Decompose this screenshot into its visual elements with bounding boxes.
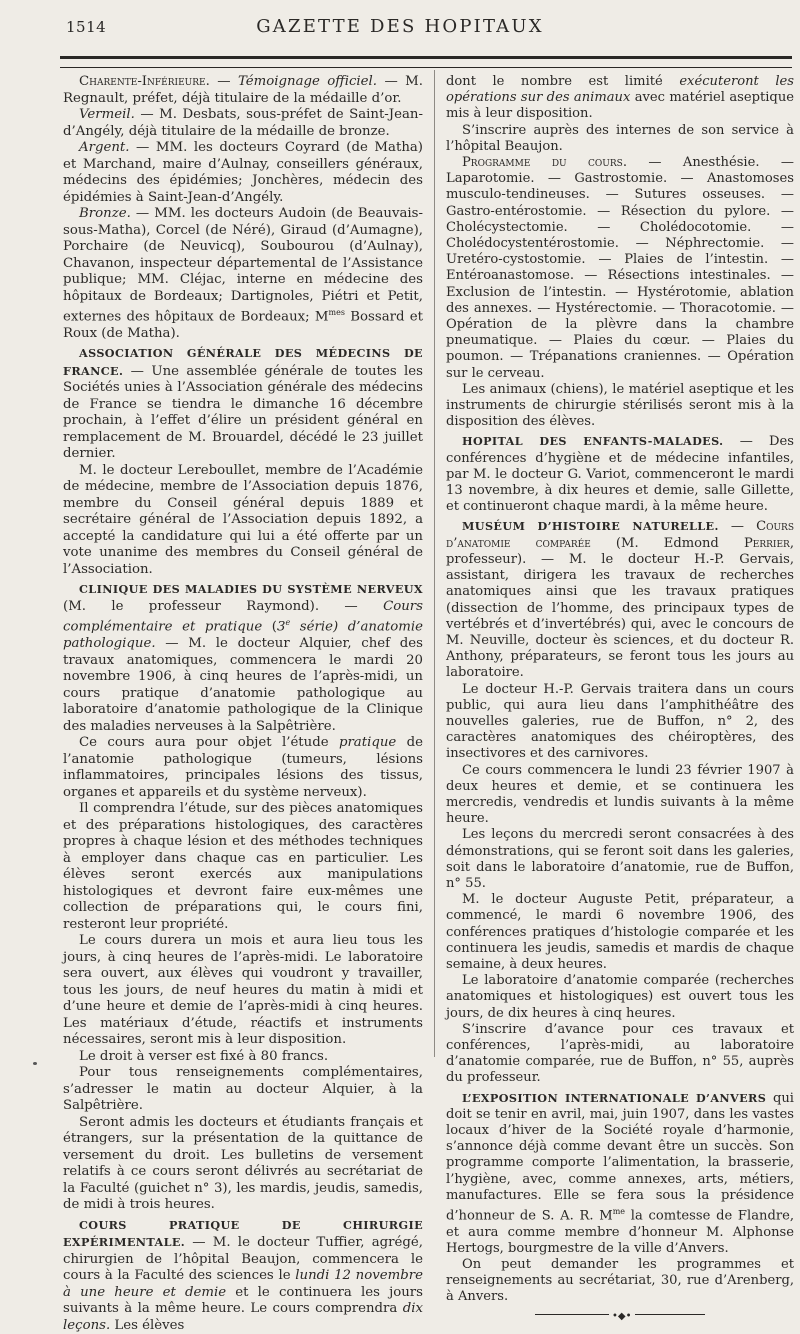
paragraph: Seront admis les docteurs et étudiants français et étrangers, sur la présentation de la quittance de versement du droit. Les bulletins de versement relatifs à ce cours seront délivrés au secrétariat de la Faculté (guichet n° 3), les mardis, jeudis, samedis, de midi à trois heures. — [63, 1114, 423, 1213]
text: — — [718, 519, 757, 535]
text: dont le nombre est limité — [446, 74, 680, 89]
award-text: — M. Regnault, préfet, déjà titulaire de la médaille d’or. — [63, 74, 423, 106]
paragraph — [63, 735, 423, 801]
separator: — — [209, 74, 238, 89]
award-charente — [63, 74, 423, 107]
superscript: mes — [328, 308, 345, 317]
text: avec matériel aseptique mis à leur disposition. — [446, 90, 794, 122]
header-rule — [60, 56, 792, 68]
award-text: — M. Desbats, sous-préfet de Saint-Jean-d’Angély, déjà titulaire de la médaille de bronze. — [63, 107, 423, 139]
column-divider — [434, 70, 435, 1057]
award-vermeil — [63, 107, 423, 140]
section-text: — Une assemblée générale de toutes les Sociétés unies à l’Association générale des médecins de France se tiendra le dimanche 16 décembre prochain, à l’effet d’élire un président général en remplacement de M. Brouardel, décédé le 23 juillet dernier. — [63, 363, 423, 462]
italic-text: 3 — [277, 619, 286, 635]
paragraph: Le cours durera un mois et aura lieu tous les jours, à cinq heures de l’après-midi. Le laboratoire sera ouvert, aux élèves qui voudront y travailler, tous les jours, de neuf heures du matin à midi et d’une heure et demie de l’après-midi à cinq heures. Les matériaux d’étude, réactifs et instruments nécessaires, seront mis à leur disposition. — [63, 933, 423, 1048]
smallcaps-text: Perrier — [743, 535, 790, 551]
section-heading: L’EXPOSITION INTERNATIONALE D’ANVERS — [462, 1090, 767, 1105]
text: de l’anatomie pathologique (tumeurs, lésions inflammatoires, principales lésions des tissus, organes et appareils et du système nerveux). — [63, 735, 423, 800]
section-clinique — [63, 581, 423, 735]
end-rule — [535, 1310, 705, 1322]
section-chirurgie — [63, 1217, 423, 1334]
ornament-icon: •◆• — [609, 1309, 635, 1325]
italic-text: Cours complémentaire et pratique — [63, 598, 423, 635]
text: (M. Edmond — [590, 535, 744, 551]
section-exposition-anvers — [446, 1090, 794, 1257]
paragraph: Il comprendra l’étude, sur des pièces anatomiques et des préparations histologiques, des caractères propres à chaque lésion et des méthodes techniques à employer dans chaque cas en particulier. Les élèves seront exercés aux manipulations histologiques et devront faire eux-mêmes une collection de préparations qui, le cours fini, resteront leur propriété. — [63, 801, 423, 932]
paragraph — [446, 74, 794, 123]
section-heading: HOPITAL DES ENFANTS-MALADES. — [462, 434, 724, 449]
award-argent — [63, 140, 423, 206]
text: ( — [262, 619, 277, 635]
section-heading: CLINIQUE DES MALADIES DU SYSTÈME NERVEUX — [79, 582, 423, 597]
paragraph: Le docteur H.-P. Gervais traitera dans un cours public, qui aura lieu dans l’amphithéâtre des nouvelles galeries, rue de Buffon, n° 2, des caractères anatomiques des chéiroptères, des insectivores et des carnivores. — [446, 681, 794, 762]
paragraph: Les leçons du mercredi seront consacrées à des démonstrations, qui se feront soit dans les galeries, soit dans le laboratoire d’anatomie, rue de Buffon, n° 55. — [446, 827, 794, 891]
paragraph: Les animaux (chiens), le matériel aseptique et les instruments de chirurgie stérilisés seront mis à la disposition des élèves. — [446, 381, 794, 430]
left-column — [63, 74, 423, 1334]
section-heading: COURS PRATIQUE DE CHIRURGIE EXPÉRIMENTALE. — [63, 1217, 423, 1250]
award-label: Vermeil. — [79, 107, 135, 122]
section-enfants-malades — [446, 433, 794, 515]
award-text: — MM. les docteurs Coyrard (de Matha) et Marchand, maire d’Aulnay, conseillers généraux, médecins des épidémies; Jonchères, médecin des épidémies à Saint-Jean-d’Angély. — [63, 140, 423, 205]
award-bronze — [63, 206, 423, 342]
paragraph: Pour tous renseignements complémentaires, s’adresser le matin au docteur Alquier, à la Salpêtrière. — [63, 1065, 423, 1114]
italic-text: exécuteront les opérations sur des animaux — [446, 74, 794, 106]
award-text-end: Bossard et Roux (de Matha). — [63, 309, 423, 341]
italic-text: lundi 12 novembre à une heure et demie — [63, 1268, 423, 1300]
paragraph: S’inscrire d’avance pour ces travaux et conférences, l’après-midi, au laboratoire d’anatomie comparée, rue de Buffon, n° 55, auprès du professeur. — [446, 1021, 794, 1086]
paragraph: Ce cours commencera le lundi 23 février 1907 à deux heures et demie, et se continuera les mercredis, vendredis et lundis suivants à la même heure. — [446, 762, 794, 827]
italic-text: dix leçons. — [63, 1301, 423, 1333]
award-text: — MM. les docteurs Audoin (de Beauvais-sous-Matha), Corcel (de Néré), Giraud (d’Aumagne), Porchaire (de Neuvicq), Soubourou (d’Aulnay), Chavanon, inspecteur départemental de l’Assistance publique; MM. Cléjac, interne en médecine des hôpitaux de Bordeaux; Dartignoles, Piétri et Petit, externes des hôpitaux de Bordeaux; M — [63, 206, 423, 325]
text: Ce cours aura pour objet l’étude — [79, 735, 339, 751]
programme-text: — Anesthésie. — Laparotomie. — Gastrostomie. — Anastomoses musculo-tendineuses. — Sutures osseuses. — Gastro-entérostomie. — Résection du pylore. — Cholécystectomie. — Cholédocotomie. — Cholédocystentérostomie. — Néphrectomie. — Uretéro-cystostomie. — Plaies de l’intestin. — Entéroanastomose. — Résections intestinales. — Exclusion de l’intestin. — Hystérotomie, ablation des annexes. — Hystérectomie. — Thoracotomie. — Opération de la plèvre dans la chambre pneumatique. — Plaies du cœur. — Plaies du poumon. — Trépanations craniennes. — Opération sur le cerveau. — [446, 155, 795, 381]
text: , professeur). — M. le docteur H.-P. Gervais, assistant, dirigera les travaux de recherches anatomiques ainsi que les travaux pratiques (dissection de l’homme, des principaux types de vertébrés et d’invertébrés) qui, avec le concours de M. Neuville, docteur ès sciences, et du docteur R. Anthony, préparateurs, se feront tous les jours au laboratoire. — [446, 535, 794, 681]
italic-text: pratique — [338, 735, 397, 751]
paragraph: M. le docteur Auguste Petit, préparateur, a commencé, le mardi 6 novembre 1906, des conférences pratiques d’histologie comparée et les continuera les jeudis, samedis et mardis de chaque semaine, à deux heures. — [446, 892, 794, 972]
paper-speck — [33, 1062, 37, 1065]
text: (M. le professeur Raymond). — — [63, 598, 384, 614]
paragraph: Le laboratoire d’anatomie comparée (recherches anatomiques et histologiques) est ouvert tous les jours, de dix heures à cinq heures. — [446, 973, 794, 1021]
text: la comtesse de Flandre, et aura comme membre d’honneur M. Alphonse Hertogs, bourgmestre de la ville d’Anvers. — [446, 1208, 794, 1256]
page-number: 1514 — [66, 18, 107, 36]
paragraph: On peut demander les programmes et renseignements au secrétariat, 30, rue d’Arenberg, à Anvers. — [446, 1256, 794, 1305]
section-heading: MUSÉUM D’HISTOIRE NATURELLE. — [462, 519, 719, 534]
text: et le continuera les jours suivants à la même heure. Le cours comprendra — [63, 1284, 423, 1317]
paragraph: Le droit à verser est fixé à 80 francs. — [79, 1048, 329, 1064]
programme-label: Programme du cours. — [462, 155, 627, 171]
text: Les élèves — [110, 1317, 185, 1333]
smallcaps-text: Cours d’anatomie comparée — [446, 519, 795, 551]
text: — M. le docteur Alquier, chef des travaux anatomiques, commencera le mardi 20 novembre 1906, à cinq heures de l’après-midi, un cours pratique d’anatomie pathologique au laboratoire d’anatomie pathologique de la Clinique des maladies nerveuses à la Salpêtrière. — [63, 636, 423, 734]
text: — M. le docteur Tuffier, agrégé, chirurgien de l’hôpital Beaujon, commencera le cours à la Faculté des sciences le — [63, 1235, 423, 1284]
italic-text: série) d’anatomie pathologique. — [63, 619, 423, 652]
award-label: Argent. — [79, 140, 130, 155]
text: qui doit se tenir en avril, mai, juin 1907, dans les vastes locaux d’hiver de la Société royale d’harmonie, s’annonce déjà comme devant être un succès. Son programme comporte l’alimentation, la brasserie, l’hygiène, avec, comme annexes, arts, métiers, manufactures. Elle se fera sous la présidence d’honneur de S. A. R. M — [446, 1090, 794, 1224]
superscript: e — [285, 618, 291, 628]
paragraph: M. le docteur Lereboullet, membre de l’Académie de médecine, membre de l’Association depuis 1876, membre du Conseil général depuis 1889 et secrétaire général de l’Association depuis 1892, a accepté la candidature qui lui a été offerte par un vote unanime des membres du Conseil général de l’Association. — [63, 462, 423, 577]
section-museum — [446, 518, 794, 681]
section-heading: ASSOCIATION GÉNÉRALE DES MÉDECINS DE FRANCE. — [63, 346, 423, 378]
programme — [446, 155, 794, 382]
running-head-title: GAZETTE DES HOPITAUX — [256, 16, 544, 37]
section-text: — Des conférences d’hygiène et de médecine infantiles, par M. le docteur G. Variot, commenceront le mardi 13 novembre, à dix heures et demie, salle Gillette, et continueront chaque mardi, à la même heure. — [446, 434, 794, 515]
superscript: me — [612, 1207, 626, 1217]
region-label: Charente-Inférieure. — [79, 74, 210, 89]
award-label: Témoignage officiel. — [237, 74, 378, 89]
paragraph: S’inscrire auprès des internes de son service à l’hôpital Beaujon. — [446, 122, 794, 154]
award-label: Bronze. — [79, 206, 131, 221]
right-column — [446, 74, 795, 1322]
section-association — [63, 345, 423, 463]
